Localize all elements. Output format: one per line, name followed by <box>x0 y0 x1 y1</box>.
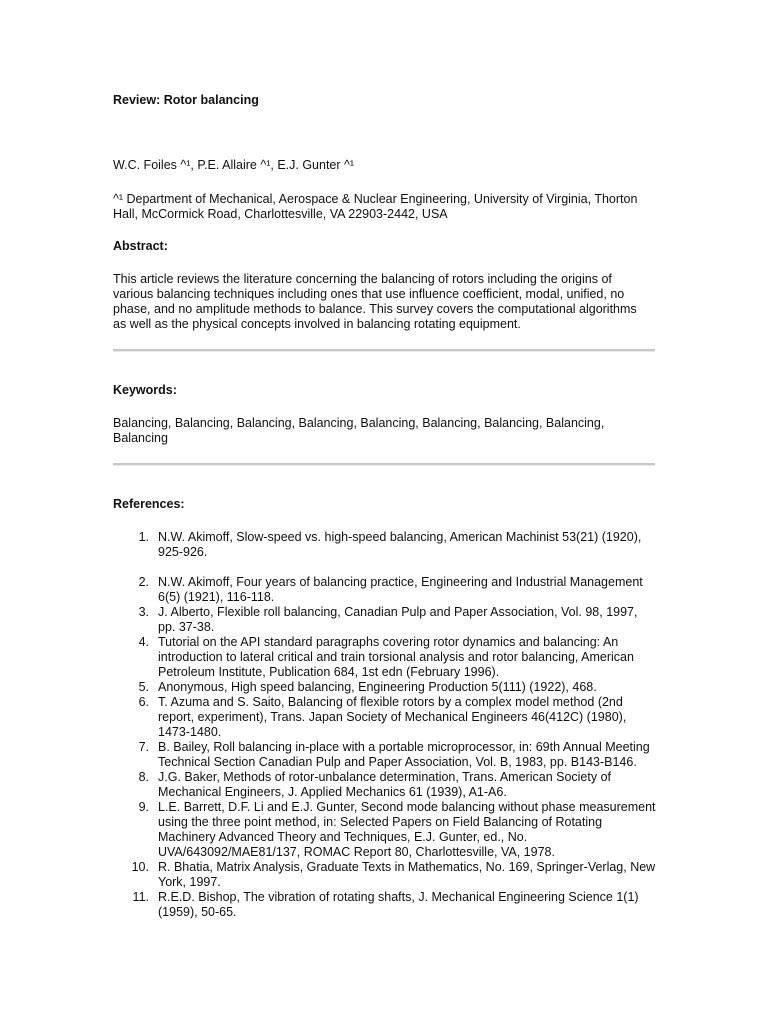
paper-title: Review: Rotor balancing <box>113 93 259 107</box>
abstract-heading: Abstract: <box>113 239 168 253</box>
references-list <box>113 530 658 920</box>
reference-number: 6. <box>138 695 149 709</box>
abstract-text: This article reviews the literature concerning the balancing of rotors including the origins of various balancing techniques including ones that use influence coefficient, modal, unified, no phase, and no amplitude methods to balance. This survey covers the computational algorithms as well as the physical concepts involved in balancing rotating equipment. <box>113 272 637 331</box>
reference-text: Tutorial on the API standard paragraphs covering rotor dynamics and balancing: An introduction to lateral critical and train torsional analysis and rotor balancing, American Petroleum Institute, Publication 684, 1st edn (February 1996). <box>158 635 634 679</box>
references-heading: References: <box>113 497 185 511</box>
reference-text: R. Bhatia, Matrix Analysis, Graduate Texts in Mathematics, No. 169, Springer-Verlag, New York, 1997. <box>158 860 656 889</box>
reference-text: Anonymous, High speed balancing, Engineering Production 5(111) (1922), 468. <box>158 680 597 694</box>
reference-item <box>113 860 658 890</box>
reference-text: L.E. Barrett, D.F. Li and E.J. Gunter, Second mode balancing without phase measurement using the three point method, in: Selected Papers on Field Balancing of Rotating Machinery Advanced Theory and Techniques, E.J. Gunter, ed., No. UVA/643092/MAE81/137, ROMAC Report 80, Charlottesville, VA, 1978. <box>158 800 656 859</box>
section-divider <box>113 349 655 352</box>
reference-item <box>113 530 658 560</box>
reference-number: 8. <box>138 770 149 784</box>
keywords-heading: Keywords: <box>113 383 177 397</box>
reference-item <box>113 575 658 605</box>
reference-number: 3. <box>138 605 149 619</box>
reference-item <box>113 695 658 740</box>
paper-authors: W.C. Foiles ^¹, P.E. Allaire ^¹, E.J. Gunter ^¹ <box>113 158 355 172</box>
reference-number: 9. <box>138 800 149 814</box>
reference-item <box>113 740 658 770</box>
section-divider <box>113 463 655 466</box>
reference-item <box>113 890 658 920</box>
reference-item <box>113 635 658 680</box>
reference-number: 7. <box>138 740 149 754</box>
reference-text: R.E.D. Bishop, The vibration of rotating shafts, J. Mechanical Engineering Science 1(1) (1959), 50-65. <box>158 890 639 919</box>
reference-text: N.W. Akimoff, Slow-speed vs. high-speed balancing, American Machinist 53(21) (1920), 925-926. <box>158 530 642 559</box>
reference-number: 2. <box>138 575 149 589</box>
reference-text: B. Bailey, Roll balancing in-place with a portable microprocessor, in: 69th Annual Meeting Technical Section Canadian Pulp and Paper Association, Vol. B, 1983, pp. B143-B146. <box>158 740 650 769</box>
reference-item <box>113 680 658 695</box>
reference-text: T. Azuma and S. Saito, Balancing of flexible rotors by a complex model method (2nd report, experiment), Trans. Japan Society of Mechanical Engineers 46(412C) (1980), 1473-1480. <box>158 695 627 739</box>
reference-number: 11. <box>132 890 149 904</box>
reference-text: J.G. Baker, Methods of rotor-unbalance determination, Trans. American Society of Mechanical Engineers, J. Applied Mechanics 61 (1939), A1-A6. <box>158 770 612 799</box>
paper-affiliation: ^¹ Department of Mechanical, Aerospace & Nuclear Engineering, University of Virginia, Thorton Hall, McCormick Road, Charlottesville, VA 22903-2442, USA <box>113 192 638 221</box>
reference-item <box>113 800 658 860</box>
reference-text: N.W. Akimoff, Four years of balancing practice, Engineering and Industrial Management 6(5) (1921), 116-118. <box>158 575 643 604</box>
reference-text: J. Alberto, Flexible roll balancing, Canadian Pulp and Paper Association, Vol. 98, 1997, pp. 37-38. <box>158 605 638 634</box>
reference-item <box>113 770 658 800</box>
reference-number: 1. <box>138 530 149 544</box>
reference-number: 10. <box>131 860 149 874</box>
reference-number: 5. <box>138 680 149 694</box>
reference-item <box>113 605 658 635</box>
reference-number: 4. <box>138 635 149 649</box>
keywords-text: Balancing, Balancing, Balancing, Balancing, Balancing, Balancing, Balancing, Balancing, Balancing <box>113 416 605 445</box>
